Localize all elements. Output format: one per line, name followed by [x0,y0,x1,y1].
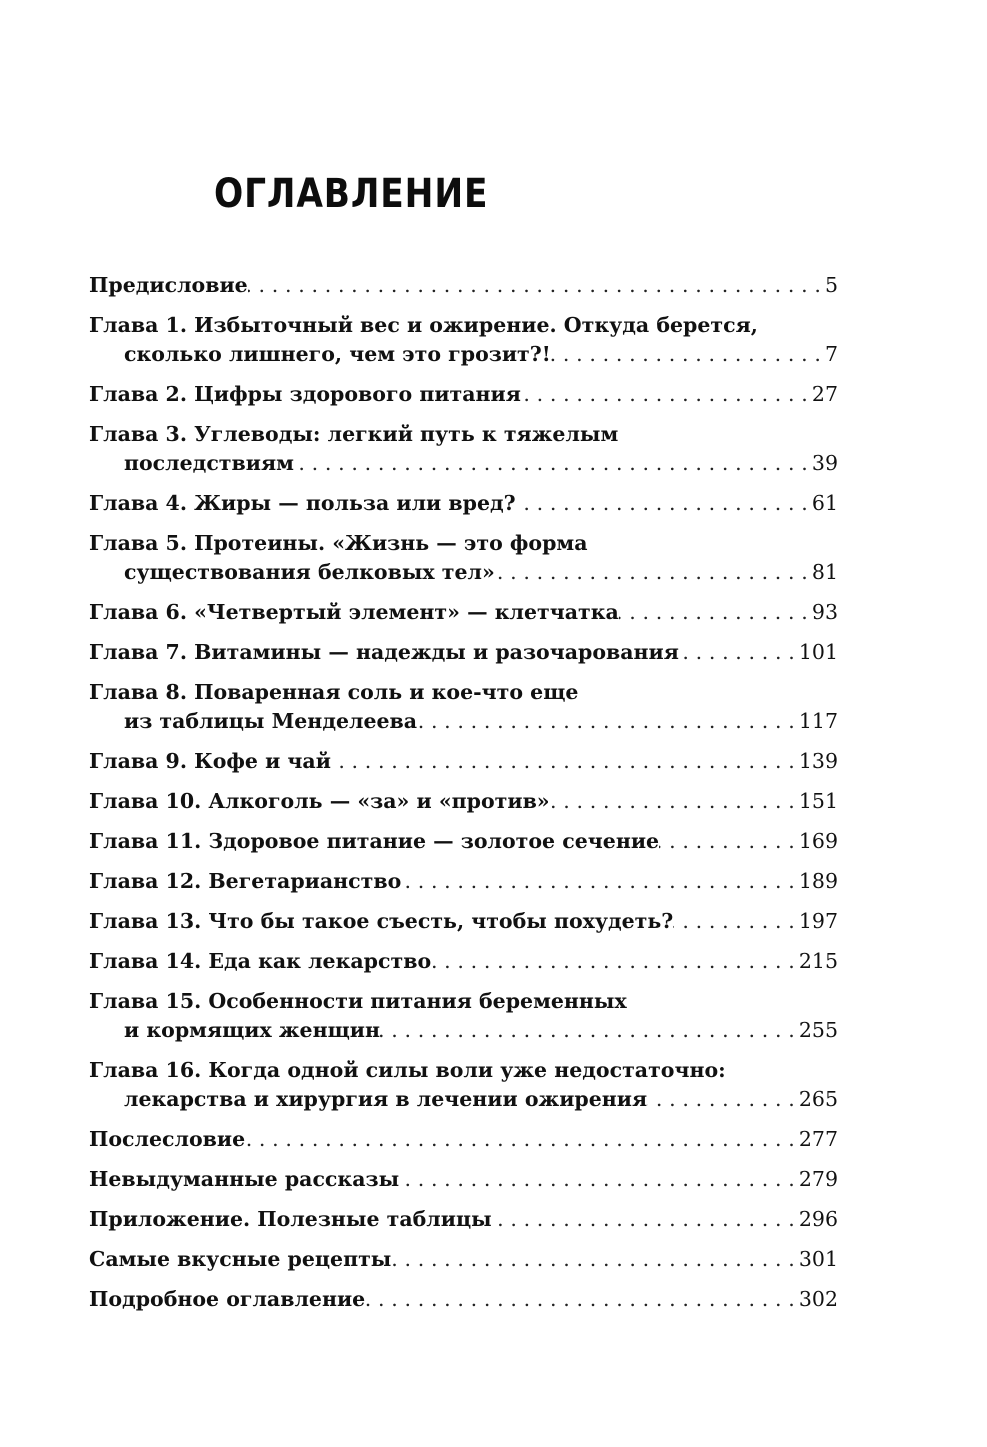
toc-entry-line [89,1016,838,1045]
dot-leader [521,380,812,409]
page-number: 197 [798,909,838,933]
toc-entry-line [89,1125,838,1154]
toc-entry-line [89,907,838,936]
toc-entry-label: Глава 8. Поваренная соль и кое-что еще [89,680,579,704]
page-number: 27 [811,382,838,406]
toc-entry-line [89,489,838,518]
toc-entry-label: последствиям [124,451,294,475]
page-number: 39 [811,451,838,475]
toc-entry-line [89,867,838,896]
dot-leader [679,638,799,667]
page-number: 93 [811,600,838,624]
toc-entry-line [89,638,838,667]
page-number: 296 [798,1207,838,1231]
dot-leader [331,747,799,776]
dot-leader [619,598,812,627]
dot-leader [551,340,825,369]
toc-entry-label: Глава 7. Витамины — надежды и разочарования [89,640,679,664]
dot-leader [495,558,812,587]
dot-leader [550,787,799,816]
toc-entry-label: и кормящих женщин [124,1018,380,1042]
toc-entry[interactable] [89,787,838,816]
dot-leader [516,489,812,518]
toc-entry-label: Глава 12. Вегетарианство [89,869,402,893]
toc-entry[interactable] [89,1165,838,1194]
toc-entry-line [89,827,838,856]
toc-entry-label: Глава 16. Когда одной силы воли уже недостаточно: [89,1058,726,1082]
toc-entry-label: Самые вкусные рецепты [89,1247,392,1271]
toc-entry[interactable] [89,1205,838,1234]
toc-entry[interactable] [89,489,838,518]
toc-entry-line [89,947,838,976]
toc-entry-line [89,598,838,627]
dot-leader [391,1245,799,1274]
toc-entry-label: Подробное оглавление [89,1287,366,1311]
toc-entry-label: Глава 13. Что бы такое съесть, чтобы похудеть? [89,909,674,933]
toc-entry[interactable] [89,1245,838,1274]
toc-entry-line [89,787,838,816]
toc-entry-label: Невыдуманные рассказы [89,1167,400,1191]
dot-leader [245,1125,799,1154]
table-of-contents [89,271,838,1325]
toc-entry-label: Глава 3. Углеводы: легкий путь к тяжелым [89,422,619,446]
toc-entry-label: Глава 2. Цифры здорового питания [89,382,521,406]
dot-leader [417,707,799,736]
toc-entry-line [89,558,838,587]
toc-entry-line [89,1285,838,1314]
page-number: 169 [798,829,838,853]
toc-entry[interactable] [89,420,838,478]
toc-entry-label: лекарства и хирургия в лечении ожирения [124,1087,648,1111]
toc-entry[interactable] [89,1125,838,1154]
page-number: 279 [798,1167,838,1191]
dot-leader [248,271,825,300]
toc-entry-line [89,1165,838,1194]
toc-entry-line [89,678,838,707]
page-number: 265 [798,1087,838,1111]
toc-entry-line [89,1056,838,1085]
page-number: 101 [798,640,838,664]
page-number: 7 [824,342,838,366]
page-number: 139 [798,749,838,773]
toc-entry-line [89,271,838,300]
toc-entry-line [89,1085,838,1114]
toc-entry-line [89,380,838,409]
dot-leader [431,947,799,976]
toc-entry-label: Предисловие [89,273,248,297]
toc-entry-line [89,340,838,369]
dot-leader [399,1165,799,1194]
page-number: 117 [798,709,838,733]
dot-leader [294,449,812,478]
toc-entry[interactable] [89,907,838,936]
toc-entry-label: Глава 15. Особенности питания беременных [89,989,627,1013]
toc-entry-label: Глава 1. Избыточный вес и ожирение. Откуда берется, [89,313,758,337]
toc-entry-line [89,1205,838,1234]
page-number: 61 [811,491,838,515]
toc-entry[interactable] [89,827,838,856]
toc-entry-line [89,707,838,736]
toc-entry-line [89,1245,838,1274]
toc-entry[interactable] [89,987,838,1045]
dot-leader [401,867,799,896]
dot-leader [380,1016,799,1045]
page-number: 5 [824,273,838,297]
toc-entry[interactable] [89,678,838,736]
toc-entry-label: Глава 11. Здоровое питание — золотое сечение [89,829,660,853]
dot-leader [659,827,799,856]
toc-entry-label: Приложение. Полезные таблицы [89,1207,492,1231]
toc-entry-label: Послесловие [89,1127,246,1151]
toc-entry-line [89,747,838,776]
toc-entry[interactable] [89,1285,838,1314]
toc-entry[interactable] [89,598,838,627]
page-number: 255 [798,1018,838,1042]
toc-entry[interactable] [89,947,838,976]
page-number: 189 [798,869,838,893]
toc-entry[interactable] [89,529,838,587]
toc-entry-label: существования белковых тел» [124,560,495,584]
dot-leader [365,1285,799,1314]
toc-entry-label: Глава 5. Протеины. «Жизнь — это форма [89,531,588,555]
toc-entry-line [89,449,838,478]
toc-entry-label: сколько лишнего, чем это грозит?! [124,342,551,366]
toc-entry-label: Глава 10. Алкоголь — «за» и «против» [89,789,550,813]
toc-entry[interactable] [89,380,838,409]
page-number: 301 [798,1247,838,1271]
page-number: 151 [798,789,838,813]
dot-leader [647,1085,799,1114]
page-title: ОГЛАВЛЕНИЕ [214,171,489,217]
toc-entry-label: Глава 14. Еда как лекарство [89,949,432,973]
toc-entry[interactable] [89,638,838,667]
toc-entry[interactable] [89,1056,838,1114]
page-number: 81 [811,560,838,584]
toc-entry-label: Глава 4. Жиры — польза или вред? [89,491,516,515]
toc-entry[interactable] [89,867,838,896]
page-number: 302 [798,1287,838,1311]
page-number: 215 [798,949,838,973]
dot-leader [492,1205,799,1234]
toc-entry-line [89,529,838,558]
toc-entry[interactable] [89,311,838,369]
toc-entry[interactable] [89,271,838,300]
toc-entry-line [89,420,838,449]
toc-entry[interactable] [89,747,838,776]
toc-entry-line [89,987,838,1016]
toc-entry-label: Глава 9. Кофе и чай [89,749,331,773]
toc-entry-label: Глава 6. «Четвертый элемент» — клетчатка [89,600,619,624]
toc-entry-line [89,311,838,340]
dot-leader [673,907,799,936]
page-number: 277 [798,1127,838,1151]
toc-entry-label: из таблицы Менделеева [124,709,418,733]
